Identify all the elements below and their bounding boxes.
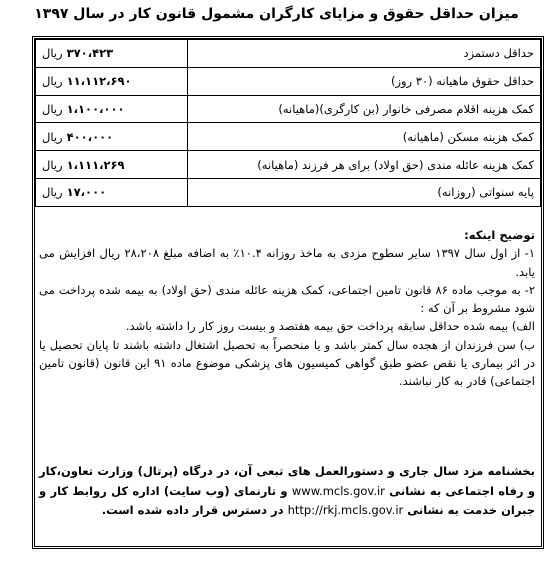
wage-table [35,39,541,207]
ministry-link[interactable]: www.mcls.gov.ir [291,483,385,498]
amount-value: ۱۷،۰۰۰ [66,185,107,200]
table-row [36,151,541,179]
content-frame [32,36,544,549]
amount-unit: ریال [42,74,63,89]
row-label: حداقل دستمزد [187,40,541,68]
table-row [36,67,541,95]
note-item: ۱- از اول سال ۱۳۹۷ سایر سطوح مزدی به ماخذ روزانه ۱۰.۴٪ به اضافه مبلغ ۲۸،۲۰۸ ریال افزایش می یابد. [39,246,536,279]
row-label: کمک هزینه اقلام مصرفی خانوار (بن کارگری)(ماهیانه) [187,95,541,123]
table-row [36,40,541,68]
row-amount-cell [36,95,188,123]
row-amount-cell [36,178,188,206]
amount-unit: ریال [42,157,63,172]
row-amount-cell [36,40,188,68]
table-row [36,178,541,206]
amount-value: ۱،۱۱۱،۲۶۹ [66,157,125,172]
amount-value: ۴۰۰،۰۰۰ [66,129,114,144]
amount-unit: ریال [42,101,63,116]
row-amount-cell [36,151,188,179]
amount-value: ۳۷۰،۴۲۳ [66,46,114,61]
amount-value: ۱،۱۰۰،۰۰۰ [66,101,125,116]
footer-text: و تارنمای (وب سایت) اداره کل روابط کار و جبران خدمت به نشانی [39,483,535,517]
rkj-link[interactable]: http://rkj.mcls.gov.ir [287,503,404,517]
note-item: الف) بیمه شده حداقل سابقه پرداخت حق بیمه هفتصد و بیست روز کار را داشته باشد. [125,319,535,334]
row-label: پایه سنواتی (روزانه) [187,178,541,206]
row-label: کمک هزینه مسکن (ماهیانه) [187,123,541,151]
row-amount-cell [36,123,188,151]
amount-unit: ریال [42,185,63,200]
note-item: ب) سن فرزندان از هجده سال کمتر باشد و یا منحصراً به تحصیل اشتغال داشته باشند تا پایان تحصیل یا در اثر بیماری یا نقص عضو طبق گواهی کمیسیون های پزشکی موضوع ماده ۹۱ این قانون (قانون تامین اجتماعی) قادر به کار نباشند. [39,337,535,389]
footer-text: بخشنامه مزد سال جاری و دستورالعمل های تبعی آن، در درگاه (پرتال) وزارت تعاون،کار و رفاه اجتماعی به نشانی [39,464,536,498]
amount-unit: ریال [42,46,63,61]
amount-unit: ریال [42,129,63,144]
row-label: کمک هزینه عائله مندی (حق اولاد) برای هر فرزند (ماهیانه) [187,151,541,179]
footer-notice [39,462,535,521]
table-row [36,95,541,123]
row-label: حداقل حقوق ماهیانه (۳۰ روز) [187,67,541,95]
notes-section [39,226,535,391]
table-row [36,123,541,151]
row-amount-cell [36,67,188,95]
note-item: ۲- به موجب ماده ۸۶ قانون تامین اجتماعی، کمک هزینه عائله مندی (حق اولاد) به بیمه شده پرداخت می شود مشروط بر آن که : [39,282,535,316]
amount-value: ۱۱،۱۱۲،۶۹۰ [66,74,132,89]
notes-heading: توضیح اینکه: [464,228,535,242]
page-title: میزان حداقل حقوق و مزایای کارگران مشمول قانون کار در سال ۱۳۹۷ [34,6,519,22]
footer-text: در دسترس قرار داده شده است. [101,503,284,517]
